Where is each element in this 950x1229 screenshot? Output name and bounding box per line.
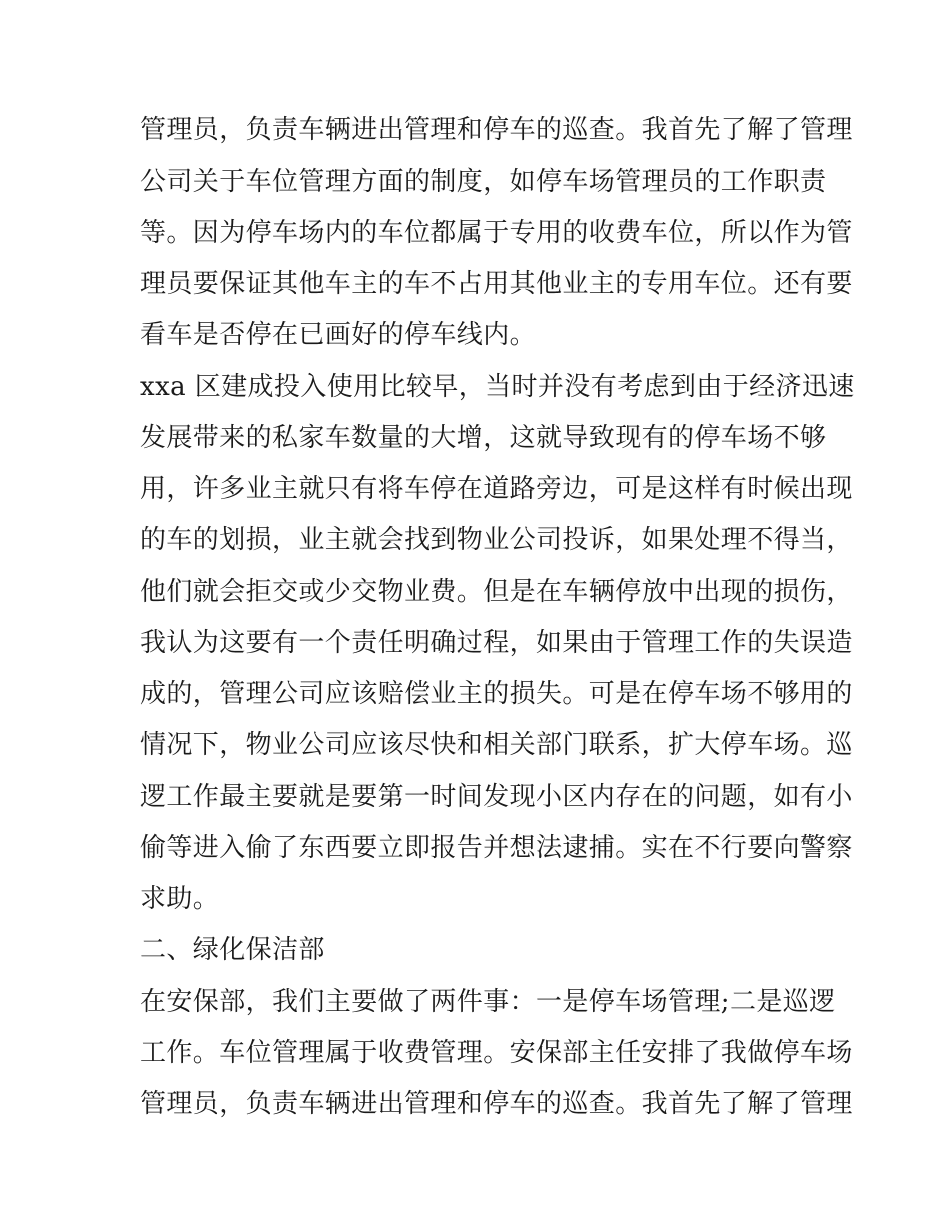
text-line: 他们就会拒交或少交物业费。但是在车辆停放中出现的损伤，: [140, 577, 853, 607]
text-line: 我认为这要有一个责任明确过程，如果由于管理工作的失误造: [140, 628, 853, 658]
text-line: 管理员，负责车辆进出管理和停车的巡查。我首先了解了管理: [140, 115, 853, 145]
text-line: 在安保部，我们主要做了两件事：一是停车场管理;二是巡逻: [140, 987, 836, 1017]
text-line: 情况下，物业公司应该尽快和相关部门联系，扩大停车场。巡: [140, 730, 853, 760]
text-line: 管理员，负责车辆进出管理和停车的巡查。我首先了解了管理: [140, 1089, 853, 1119]
text-line: 的车的划损，业主就会找到物业公司投诉，如果处理不得当，: [140, 525, 853, 555]
text-line: 求助。: [140, 884, 220, 914]
text-line: 看车是否停在已画好的停车线内。: [140, 320, 537, 350]
text-line: 成的，管理公司应该赔偿业主的损失。可是在停车场不够用的: [140, 679, 853, 709]
text-line: 逻工作最主要就是要第一时间发现小区内存在的问题，如有小: [140, 782, 853, 812]
text-line: 理员要保证其他车主的车不占用其他业主的专用车位。还有要: [140, 269, 853, 299]
section-heading: 二、绿化保洁部: [140, 935, 325, 965]
text-line: 偷等进入偷了东西要立即报告并想法逮捕。实在不行要向警察: [140, 833, 853, 863]
text-line: xxa 区建成投入使用比较早，当时并没有考虑到由于经济迅速: [140, 372, 855, 402]
text-line: 用，许多业主就只有将车停在道路旁边，可是这样有时候出现: [140, 474, 853, 504]
text-line: 发展带来的私家车数量的大增，这就导致现有的停车场不够: [140, 423, 827, 453]
text-line: 工作。车位管理属于收费管理。安保部主任安排了我做停车场: [140, 1038, 853, 1068]
text-line: 等。因为停车场内的车位都属于专用的收费车位，所以作为管: [140, 218, 853, 248]
text-line: 公司关于车位管理方面的制度，如停车场管理员的工作职责: [140, 167, 827, 197]
